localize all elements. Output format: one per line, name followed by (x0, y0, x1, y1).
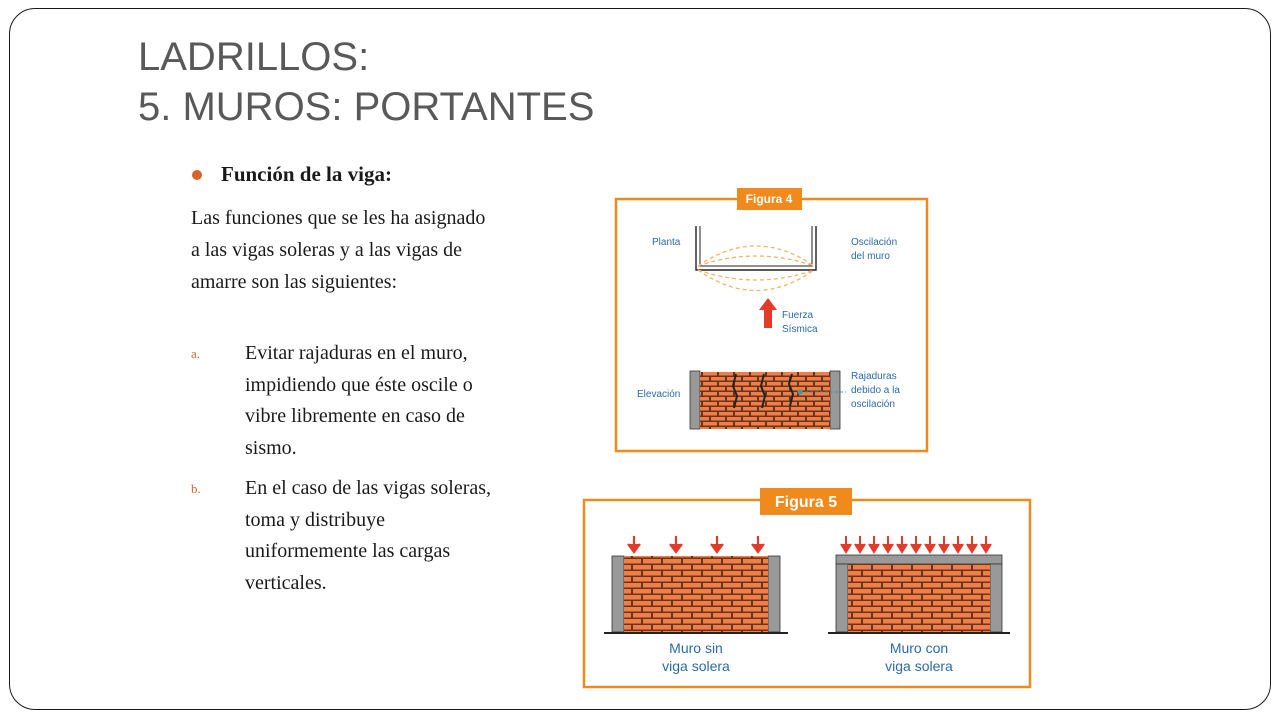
list-item (191, 338, 501, 464)
rajaduras-label-1: Rajaduras (851, 371, 897, 382)
figure-4-diagram (614, 186, 930, 454)
elevacion-label: Elevación (637, 389, 681, 400)
list-item-text: Evitar rajaduras en el muro, impidiendo que éste oscile o vibre libremente en caso de sismo. (245, 342, 473, 459)
slide-title (138, 32, 594, 132)
crack-pointer-dot (798, 390, 803, 395)
figure-5-tag-label: Figura 5 (774, 494, 838, 511)
figure-4-tag-label: Figura 4 (745, 192, 793, 206)
column-right (830, 371, 840, 429)
wall-with-beam-label-1: Muro con (889, 640, 949, 656)
oscilacion-label-2: del muro (851, 251, 890, 262)
list-item-text: En el caso de las vigas soleras, toma y distribuye uniformemente las cargas verticales. (245, 477, 492, 594)
figure-5 (582, 486, 1034, 690)
wall-with-beam-label-2: viga solera (885, 658, 953, 674)
fuerza-label-2: Sísmica (782, 324, 818, 335)
rajaduras-label-2: debido a la (851, 385, 900, 396)
viga-solera-beam (836, 555, 1002, 564)
figure-5-diagram (582, 486, 1034, 690)
intro-paragraph: Las funciones que se les ha asignado a las vigas soleras y a las vigas de amarre son las siguientes: (191, 207, 486, 293)
planta-label: Planta (652, 237, 681, 248)
column-right (768, 556, 780, 632)
section-heading: Función de la viga: (221, 162, 392, 186)
list-marker: a. (191, 346, 201, 361)
column-left (836, 564, 848, 632)
title-line-1: LADRILLOS: (138, 35, 370, 79)
brick-wall (624, 556, 768, 632)
oscilacion-label-1: Oscilación (851, 237, 898, 248)
section-heading-row (192, 162, 392, 187)
fuerza-label-1: Fuerza (782, 310, 814, 321)
function-list (191, 338, 501, 608)
column-right (990, 564, 1002, 632)
brick-wall-elevation (700, 372, 830, 429)
bullet-dot-icon (192, 170, 202, 180)
column-left (690, 371, 700, 429)
figure-4 (614, 186, 930, 454)
title-line-2: 5. MUROS: PORTANTES (138, 85, 595, 129)
list-item (191, 473, 501, 599)
rajaduras-label-3: oscilación (851, 399, 895, 410)
list-marker: b. (191, 481, 201, 496)
wall-without-beam-label-2: viga solera (662, 658, 730, 674)
column-left (612, 556, 624, 632)
wall-without-beam-label-1: Muro sin (669, 640, 723, 656)
brick-wall (848, 564, 990, 632)
